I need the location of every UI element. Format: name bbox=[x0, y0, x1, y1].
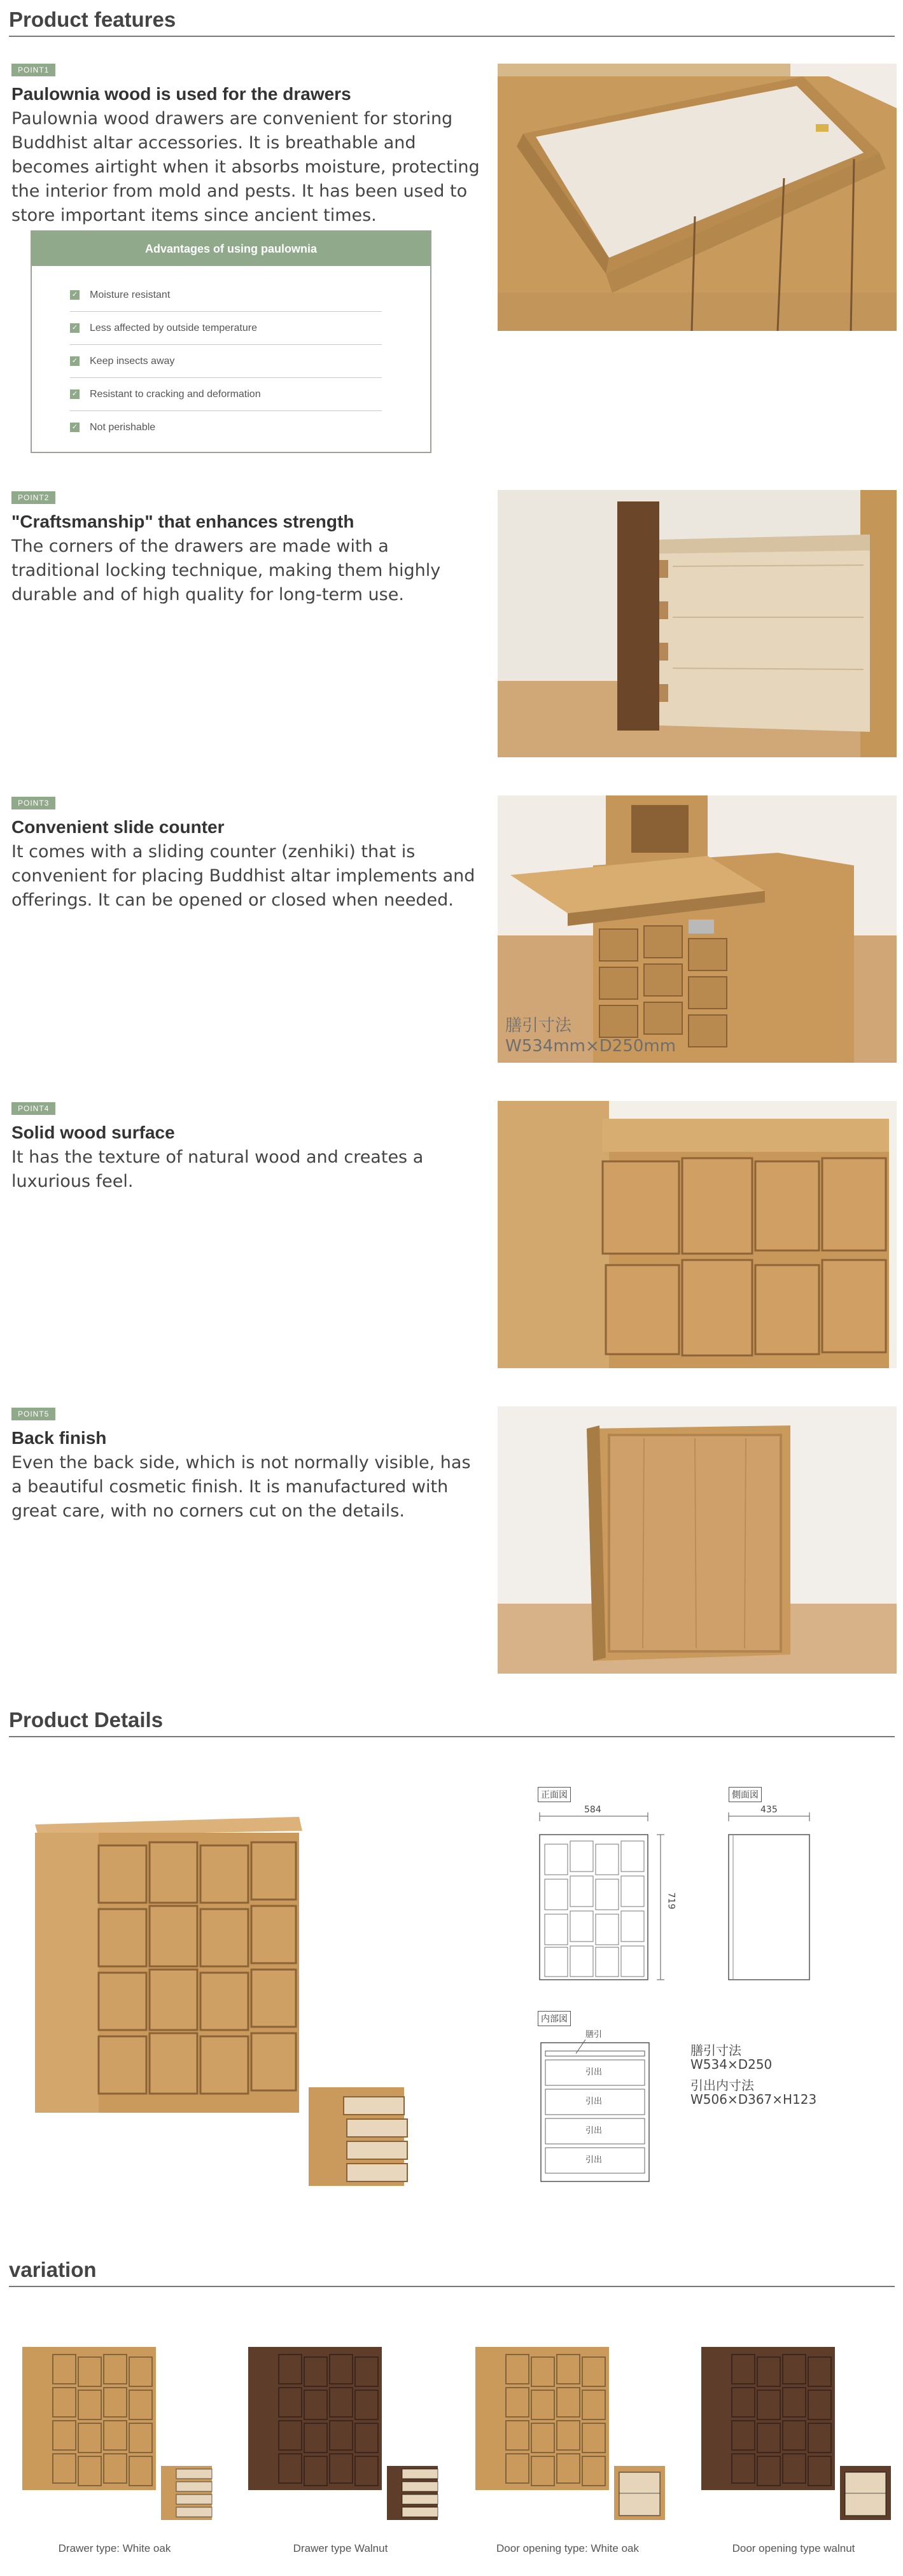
variation-item[interactable] bbox=[463, 2342, 673, 2558]
drawer-label: 引出 bbox=[585, 2155, 603, 2165]
point-badge: POINT1 bbox=[11, 64, 55, 76]
interior-view-label: 内部図 bbox=[538, 2011, 571, 2026]
counter-dim-label: 膳引寸法 bbox=[690, 2043, 741, 2058]
slide-counter-photo bbox=[498, 795, 897, 1063]
counter-dimension-label: 膳引寸法 bbox=[505, 1016, 572, 1035]
point-title: Convenient slide counter bbox=[11, 817, 225, 837]
front-view-label: 正面図 bbox=[538, 1787, 571, 1802]
advantages-title: Advantages of using paulownia bbox=[32, 232, 430, 266]
depth-dimension: 435 bbox=[760, 1805, 778, 1815]
variation-thumbnail bbox=[235, 2342, 445, 2533]
point-badge: POINT5 bbox=[11, 1408, 55, 1420]
checkbox-icon: ✓ bbox=[70, 290, 80, 300]
variation-caption: Door opening type: White oak bbox=[496, 2542, 639, 2554]
dovetail-joint-photo bbox=[498, 490, 897, 757]
features-heading: Product features bbox=[9, 8, 895, 37]
variation-thumbnail bbox=[10, 2342, 220, 2533]
point-1 bbox=[11, 64, 482, 228]
point-title: Back finish bbox=[11, 1428, 107, 1448]
checkbox-icon: ✓ bbox=[70, 389, 80, 399]
advantage-item: ✓ Keep insects away bbox=[70, 345, 382, 378]
point-title: Solid wood surface bbox=[11, 1123, 175, 1142]
point-3 bbox=[11, 797, 482, 913]
back-finish-photo bbox=[498, 1406, 897, 1674]
point-badge: POINT3 bbox=[11, 797, 55, 809]
drawer-label: 引出 bbox=[585, 2097, 603, 2106]
drawer-dim-label: 引出内寸法 bbox=[690, 2078, 754, 2093]
point-5 bbox=[11, 1408, 482, 1523]
point-badge: POINT2 bbox=[11, 491, 55, 504]
advantage-item: ✓ Resistant to cracking and deformation bbox=[70, 378, 382, 411]
point-2 bbox=[11, 491, 482, 607]
main-product-image bbox=[35, 1817, 302, 2116]
height-dimension: 719 bbox=[666, 1892, 676, 1910]
variation-item[interactable] bbox=[10, 2342, 220, 2558]
advantages-box bbox=[31, 230, 431, 453]
zenhiki-label: 膳引 bbox=[585, 2030, 603, 2040]
advantage-item: ✓ Less affected by outside temperature bbox=[70, 312, 382, 345]
variation-thumbnail bbox=[463, 2342, 673, 2533]
side-view-label: 側面図 bbox=[729, 1787, 762, 1802]
checkbox-icon: ✓ bbox=[70, 423, 80, 432]
wood-surface-photo bbox=[498, 1101, 897, 1368]
advantage-item: ✓ Moisture resistant bbox=[70, 279, 382, 312]
point-title: "Craftsmanship" that enhances strength bbox=[11, 512, 354, 531]
variation-caption: Drawer type Walnut bbox=[293, 2542, 388, 2554]
variation-heading: variation bbox=[9, 2258, 895, 2287]
variation-caption: Door opening type walnut bbox=[732, 2542, 855, 2554]
checkbox-icon: ✓ bbox=[70, 323, 80, 333]
point-text: Paulownia wood drawers are convenient for storing Buddhist altar accessories. It is breathable and becomes airtight when it absorbs moisture, protecting the interior from mold and pests. It has been used to store important items since ancient times. bbox=[11, 109, 480, 225]
drawer-open-photo bbox=[498, 64, 897, 331]
point-4 bbox=[11, 1102, 482, 1194]
variation-thumbnail bbox=[689, 2342, 899, 2533]
width-dimension: 584 bbox=[584, 1805, 601, 1815]
drawer-label: 引出 bbox=[585, 2068, 603, 2077]
point-text: It comes with a sliding counter (zenhiki) that is convenient for placing Buddhist altar implements and offerings. It can be opened or closed when needed. bbox=[11, 842, 475, 910]
point-text: The corners of the drawers are made with a traditional locking technique, making them highly durable and of high quality for long-term use. bbox=[11, 536, 441, 605]
variation-item[interactable] bbox=[235, 2342, 445, 2558]
drawer-dim-value: W506×D367×H123 bbox=[690, 2092, 817, 2107]
counter-dim-value: W534×D250 bbox=[690, 2057, 773, 2072]
side-view-diagram bbox=[725, 1806, 815, 1984]
front-view-diagram bbox=[533, 1806, 673, 1984]
checkbox-icon: ✓ bbox=[70, 356, 80, 366]
point-title: Paulownia wood is used for the drawers bbox=[11, 84, 351, 104]
point-text: Even the back side, which is not normally visible, has a beautiful cosmetic finish. It is manufactured with great care, with no corners cut on the details. bbox=[11, 1453, 471, 1521]
counter-dimension-value: W534mm×D250mm bbox=[505, 1037, 676, 1056]
variation-item[interactable] bbox=[689, 2342, 899, 2558]
details-heading: Product Details bbox=[9, 1708, 895, 1737]
point-badge: POINT4 bbox=[11, 1102, 55, 1115]
point-text: It has the texture of natural wood and creates a luxurious feel. bbox=[11, 1147, 424, 1191]
advantage-item: ✓ Not perishable bbox=[70, 411, 382, 444]
variation-caption: Drawer type: White oak bbox=[58, 2542, 171, 2554]
advantages-list bbox=[70, 279, 382, 444]
open-drawer-thumbnail bbox=[309, 2081, 410, 2189]
drawer-label: 引出 bbox=[585, 2126, 603, 2136]
